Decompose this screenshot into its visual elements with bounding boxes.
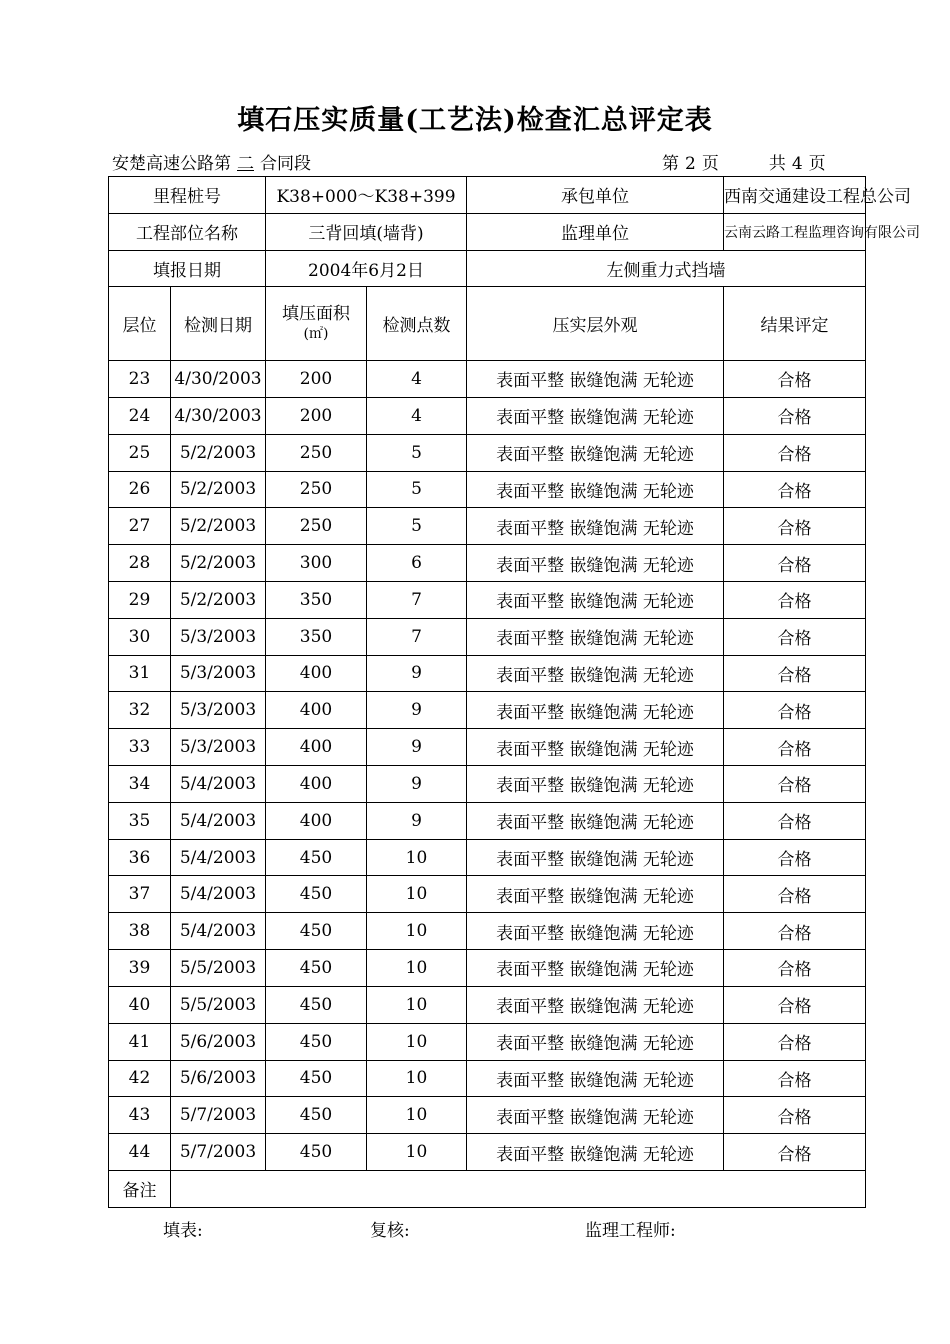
cell-result: 合格	[724, 1023, 866, 1060]
cell-layer: 34	[109, 766, 171, 803]
cell-appearance: 表面平整 嵌缝饱满 无轮迹	[467, 397, 724, 434]
table-row	[109, 876, 866, 913]
cell-result: 合格	[724, 1134, 866, 1171]
cell-area: 450	[266, 839, 367, 876]
cell-layer: 27	[109, 508, 171, 545]
cell-area: 350	[266, 581, 367, 618]
cell-layer: 41	[109, 1023, 171, 1060]
cell-date: 5/4/2003	[171, 913, 266, 950]
page-total: 4	[791, 154, 803, 174]
page-prefix: 第	[662, 154, 679, 174]
table-row	[109, 839, 866, 876]
col-area	[266, 287, 367, 361]
col-area-unit: (㎡)	[303, 325, 329, 342]
cell-layer: 31	[109, 655, 171, 692]
remark-value	[171, 1170, 866, 1207]
cell-area: 400	[266, 766, 367, 803]
page-title: 填石压实质量(工艺法)检查汇总评定表	[237, 105, 713, 136]
cell-layer: 28	[109, 545, 171, 582]
cell-result: 合格	[724, 913, 866, 950]
cell-appearance: 表面平整 嵌缝饱满 无轮迹	[467, 986, 724, 1023]
cell-appearance: 表面平整 嵌缝饱满 无轮迹	[467, 361, 724, 398]
cell-result: 合格	[724, 986, 866, 1023]
table-row	[109, 1097, 866, 1134]
cell-layer: 44	[109, 1134, 171, 1171]
cell-appearance: 表面平整 嵌缝饱满 无轮迹	[467, 471, 724, 508]
col-appearance: 压实层外观	[467, 287, 724, 361]
cell-area: 250	[266, 434, 367, 471]
cell-result: 合格	[724, 876, 866, 913]
cell-result: 合格	[724, 545, 866, 582]
cell-date: 5/2/2003	[171, 545, 266, 582]
cell-appearance: 表面平整 嵌缝饱满 无轮迹	[467, 913, 724, 950]
cell-points: 10	[367, 876, 467, 913]
project-suffix: 合同段	[260, 154, 311, 174]
cell-result: 合格	[724, 1060, 866, 1097]
page-indicator	[662, 149, 832, 174]
cell-points: 5	[367, 434, 467, 471]
cell-area: 350	[266, 618, 367, 655]
cell-appearance: 表面平整 嵌缝饱满 无轮迹	[467, 1134, 724, 1171]
cell-points: 9	[367, 766, 467, 803]
cell-date: 5/3/2003	[171, 692, 266, 729]
cell-area: 450	[266, 1060, 367, 1097]
cell-result: 合格	[724, 802, 866, 839]
table-row	[109, 802, 866, 839]
cell-date: 5/6/2003	[171, 1060, 266, 1097]
table-row	[109, 397, 866, 434]
cell-layer: 25	[109, 434, 171, 471]
cell-points: 7	[367, 581, 467, 618]
cell-layer: 38	[109, 913, 171, 950]
table-row	[109, 729, 866, 766]
table-row	[109, 361, 866, 398]
cell-date: 5/3/2003	[171, 618, 266, 655]
cell-result: 合格	[724, 397, 866, 434]
cell-date: 5/2/2003	[171, 471, 266, 508]
cell-date: 4/30/2003	[171, 397, 266, 434]
cell-points: 9	[367, 802, 467, 839]
cell-date: 5/4/2003	[171, 766, 266, 803]
remark-label: 备注	[109, 1170, 171, 1207]
cell-layer: 43	[109, 1097, 171, 1134]
cell-appearance: 表面平整 嵌缝饱满 无轮迹	[467, 839, 724, 876]
cell-layer: 30	[109, 618, 171, 655]
cell-date: 5/6/2003	[171, 1023, 266, 1060]
cell-points: 10	[367, 986, 467, 1023]
col-date: 检测日期	[171, 287, 266, 361]
cell-appearance: 表面平整 嵌缝饱满 无轮迹	[467, 434, 724, 471]
cell-date: 5/4/2003	[171, 876, 266, 913]
inspection-table	[108, 176, 920, 1208]
cell-appearance: 表面平整 嵌缝饱满 无轮迹	[467, 508, 724, 545]
cell-date: 5/2/2003	[171, 434, 266, 471]
cell-points: 10	[367, 913, 467, 950]
footer-filler: 填表:	[163, 1221, 203, 1241]
cell-layer: 32	[109, 692, 171, 729]
cell-layer: 37	[109, 876, 171, 913]
info-row-date	[109, 250, 866, 287]
table-row	[109, 1060, 866, 1097]
table-row	[109, 692, 866, 729]
cell-result: 合格	[724, 655, 866, 692]
part-value: 三背回填(墙背)	[266, 213, 467, 250]
project-section	[112, 149, 311, 174]
table-row	[109, 1023, 866, 1060]
cell-result: 合格	[724, 1097, 866, 1134]
cell-appearance: 表面平整 嵌缝饱满 无轮迹	[467, 766, 724, 803]
info-row-part	[109, 213, 866, 250]
cell-layer: 23	[109, 361, 171, 398]
cell-appearance: 表面平整 嵌缝饱满 无轮迹	[467, 729, 724, 766]
cell-result: 合格	[724, 471, 866, 508]
cell-date: 4/30/2003	[171, 361, 266, 398]
cell-appearance: 表面平整 嵌缝饱满 无轮迹	[467, 1060, 724, 1097]
cell-points: 5	[367, 508, 467, 545]
cell-points: 4	[367, 397, 467, 434]
cell-points: 5	[367, 471, 467, 508]
cell-points: 9	[367, 655, 467, 692]
table-row	[109, 913, 866, 950]
cell-points: 9	[367, 729, 467, 766]
cell-points: 10	[367, 1134, 467, 1171]
cell-result: 合格	[724, 729, 866, 766]
cell-points: 10	[367, 1023, 467, 1060]
location-value: 左侧重力式挡墙	[467, 250, 866, 287]
contractor-label: 承包单位	[467, 177, 724, 214]
contractor-value: 西南交通建设工程总公司	[724, 177, 866, 214]
remark-row	[109, 1170, 866, 1207]
cell-area: 450	[266, 876, 367, 913]
cell-points: 9	[367, 692, 467, 729]
cell-area: 300	[266, 545, 367, 582]
cell-appearance: 表面平整 嵌缝饱满 无轮迹	[467, 1023, 724, 1060]
date-label: 填报日期	[109, 250, 266, 287]
cell-layer: 36	[109, 839, 171, 876]
table-row	[109, 581, 866, 618]
cell-result: 合格	[724, 581, 866, 618]
table-row	[109, 986, 866, 1023]
cell-area: 450	[266, 1134, 367, 1171]
cell-date: 5/4/2003	[171, 839, 266, 876]
cell-date: 5/2/2003	[171, 508, 266, 545]
cell-area: 450	[266, 1097, 367, 1134]
table-row	[109, 655, 866, 692]
col-result: 结果评定	[724, 287, 866, 361]
cell-points: 10	[367, 839, 467, 876]
total-unit: 页	[808, 154, 826, 174]
cell-area: 250	[266, 471, 367, 508]
cell-layer: 33	[109, 729, 171, 766]
cell-date: 5/5/2003	[171, 986, 266, 1023]
mileage-value: K38+000～K38+399	[266, 177, 467, 214]
mileage-label: 里程桩号	[109, 177, 266, 214]
info-row-mileage	[109, 177, 866, 214]
cell-result: 合格	[724, 950, 866, 987]
page-current: 2	[685, 154, 696, 174]
cell-points: 10	[367, 1060, 467, 1097]
cell-appearance: 表面平整 嵌缝饱满 无轮迹	[467, 655, 724, 692]
cell-area: 400	[266, 729, 367, 766]
column-header-row	[109, 287, 866, 361]
cell-points: 10	[367, 950, 467, 987]
cell-appearance: 表面平整 嵌缝饱满 无轮迹	[467, 545, 724, 582]
cell-date: 5/3/2003	[171, 729, 266, 766]
cell-result: 合格	[724, 618, 866, 655]
project-prefix: 安楚高速公路第	[112, 154, 231, 174]
cell-area: 400	[266, 802, 367, 839]
cell-result: 合格	[724, 508, 866, 545]
cell-area: 250	[266, 508, 367, 545]
cell-appearance: 表面平整 嵌缝饱满 无轮迹	[467, 1097, 724, 1134]
cell-points: 10	[367, 1097, 467, 1134]
cell-area: 450	[266, 950, 367, 987]
section-number: 二	[237, 154, 254, 174]
cell-date: 5/7/2003	[171, 1097, 266, 1134]
supervisor-value: 云南云路工程监理咨询有限公司	[724, 213, 866, 250]
table-row	[109, 545, 866, 582]
cell-appearance: 表面平整 嵌缝饱满 无轮迹	[467, 581, 724, 618]
cell-area: 400	[266, 692, 367, 729]
footer-reviewer: 复核:	[370, 1221, 410, 1241]
cell-area: 400	[266, 655, 367, 692]
cell-points: 4	[367, 361, 467, 398]
cell-date: 5/4/2003	[171, 802, 266, 839]
cell-area: 450	[266, 1023, 367, 1060]
part-label: 工程部位名称	[109, 213, 266, 250]
cell-layer: 39	[109, 950, 171, 987]
cell-date: 5/5/2003	[171, 950, 266, 987]
cell-area: 450	[266, 986, 367, 1023]
cell-appearance: 表面平整 嵌缝饱满 无轮迹	[467, 618, 724, 655]
cell-date: 5/2/2003	[171, 581, 266, 618]
cell-layer: 24	[109, 397, 171, 434]
cell-layer: 42	[109, 1060, 171, 1097]
cell-appearance: 表面平整 嵌缝饱满 无轮迹	[467, 802, 724, 839]
col-area-label: 填压面积	[282, 303, 350, 324]
cell-area: 450	[266, 913, 367, 950]
cell-appearance: 表面平整 嵌缝饱满 无轮迹	[467, 950, 724, 987]
page-unit: 页	[701, 154, 719, 174]
cell-appearance: 表面平整 嵌缝饱满 无轮迹	[467, 876, 724, 913]
table-row	[109, 434, 866, 471]
cell-layer: 40	[109, 986, 171, 1023]
table-row	[109, 950, 866, 987]
table-row	[109, 471, 866, 508]
cell-result: 合格	[724, 692, 866, 729]
cell-result: 合格	[724, 361, 866, 398]
cell-result: 合格	[724, 766, 866, 803]
cell-date: 5/7/2003	[171, 1134, 266, 1171]
cell-layer: 26	[109, 471, 171, 508]
col-points: 检测点数	[367, 287, 467, 361]
cell-result: 合格	[724, 434, 866, 471]
cell-layer: 29	[109, 581, 171, 618]
cell-result: 合格	[724, 839, 866, 876]
total-prefix: 共	[768, 154, 786, 174]
cell-appearance: 表面平整 嵌缝饱满 无轮迹	[467, 692, 724, 729]
footer-engineer: 监理工程师:	[585, 1221, 676, 1241]
date-value: 2004年6月2日	[266, 250, 467, 287]
table-row	[109, 508, 866, 545]
col-layer: 层位	[109, 287, 171, 361]
cell-area: 200	[266, 397, 367, 434]
table-row	[109, 618, 866, 655]
cell-points: 7	[367, 618, 467, 655]
cell-points: 6	[367, 545, 467, 582]
cell-layer: 35	[109, 802, 171, 839]
cell-date: 5/3/2003	[171, 655, 266, 692]
table-row	[109, 1134, 866, 1171]
supervisor-label: 监理单位	[467, 213, 724, 250]
table-row	[109, 766, 866, 803]
cell-area: 200	[266, 361, 367, 398]
